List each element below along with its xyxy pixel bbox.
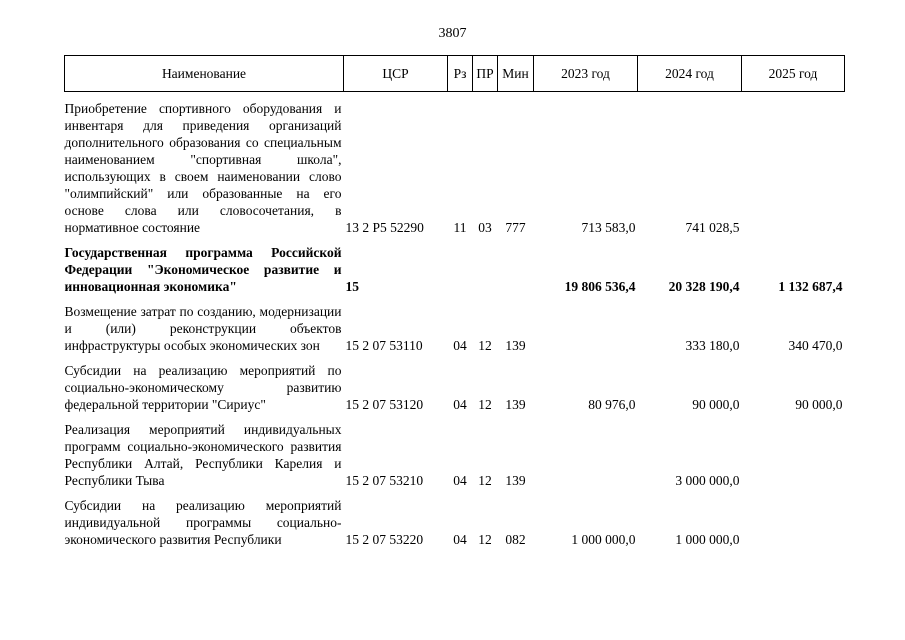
row-2025: 340 470,0 [788,338,843,353]
row-name: Возмещение затрат по созданию, модернизации и (или) реконструкции объектов инфраструктуры особых экономических зон [64,304,342,353]
row-rz: 04 [453,397,467,412]
table-row [65,303,845,354]
row-name: Субсидии на реализацию мероприятий по социально-экономическому развитию федеральной территории "Сириус" [64,363,342,412]
header-2023: 2023 год [534,56,638,92]
row-min: 139 [505,338,526,353]
row-name: Приобретение спортивного оборудования и инвентаря для приведения организаций дополнительного образования со специальным наименованием "спортивная школа", использующих в своем наименовании слово "олимпийский" или образованные на его основе слова или словосочетания, в нормативное состояние [64,101,342,235]
row-2025 [742,421,845,489]
row-rz: 04 [453,473,467,488]
row-rz: 04 [453,532,467,547]
header-2025: 2025 год [742,56,845,92]
row-rz [448,244,473,295]
row-pr: 12 [478,473,492,488]
row-pr: 12 [478,338,492,353]
row-pr [473,244,498,295]
table-body [65,92,845,549]
page-number: 3807 [438,26,467,41]
table-row [65,421,845,489]
row-2025 [742,100,845,236]
table-row [65,362,845,413]
row-min [498,244,534,295]
row-2024: 741 028,5 [685,220,740,235]
row-2025 [742,497,845,548]
row-min: 777 [505,220,526,235]
row-min: 139 [505,397,526,412]
row-name: Государственная программа Российской Федерации "Экономическое развитие и инновационная экономика" [64,245,342,294]
row-2025: 90 000,0 [795,397,843,412]
row-csr: 15 2 07 53210 [345,473,424,488]
row-2024: 333 180,0 [685,338,740,353]
row-rz: 11 [453,220,467,235]
row-pr: 12 [478,532,492,547]
row-csr: 15 [345,279,359,294]
row-csr: 15 2 07 53120 [345,397,424,412]
header-name: Наименование [65,56,344,92]
row-min: 082 [505,532,526,547]
row-csr: 15 2 07 53110 [345,338,423,353]
row-2024: 3 000 000,0 [675,473,740,488]
row-2024: 20 328 190,4 [668,279,740,294]
header-csr: ЦСР [344,56,448,92]
row-rz: 04 [453,338,467,353]
header-2024: 2024 год [638,56,742,92]
row-2023: 713 583,0 [581,220,636,235]
row-2023 [534,421,638,489]
header-rz: Рз [448,56,473,92]
row-csr: 13 2 P5 52290 [345,220,424,235]
row-min: 139 [505,473,526,488]
table-row [65,244,845,295]
header-min: Мин [498,56,534,92]
row-2023 [534,303,638,354]
table-row [65,100,845,236]
row-csr: 15 2 07 53220 [345,532,424,547]
table-row [65,497,845,548]
row-2023: 1 000 000,0 [571,532,636,547]
row-name: Субсидии на реализацию мероприятий индивидуальной программы социально-экономического развития Республики [64,498,342,547]
row-pr: 12 [478,397,492,412]
row-2025: 1 132 687,4 [778,279,843,294]
row-pr: 03 [478,220,492,235]
budget-table [64,55,845,548]
row-2024: 1 000 000,0 [675,532,740,547]
row-2023: 19 806 536,4 [564,279,636,294]
header-pr: ПР [473,56,498,92]
row-2023: 80 976,0 [588,397,636,412]
row-name: Реализация мероприятий индивидуальных программ социально-экономического развития Республики Алтай, Республики Карелия и Республики Тыва [64,422,342,488]
table-header [65,56,845,92]
row-2024: 90 000,0 [692,397,740,412]
